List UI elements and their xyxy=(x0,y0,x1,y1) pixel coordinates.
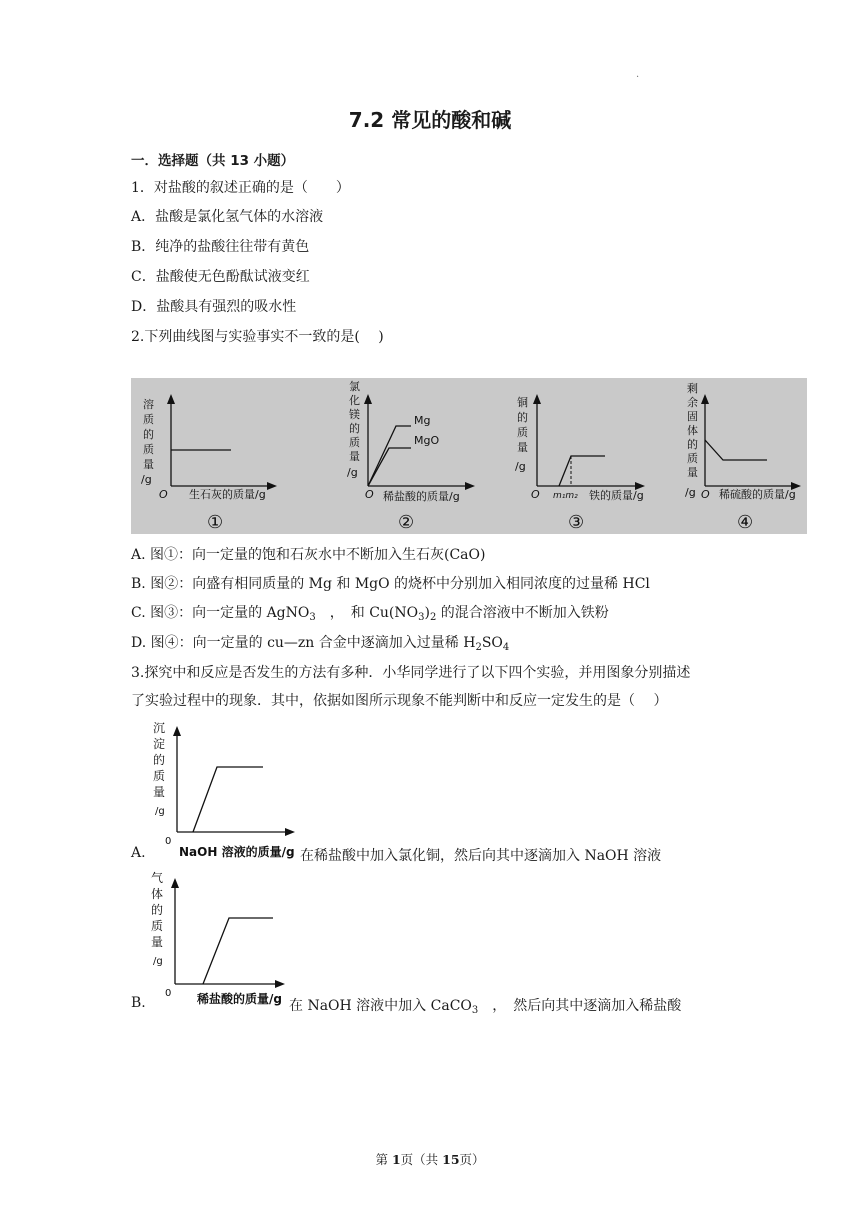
q3b-curve xyxy=(203,918,273,984)
chart-1-origin: O xyxy=(159,488,168,501)
chart-2-ylabel-char: 的 xyxy=(349,422,360,435)
page-footer: 第 1页（共 15页） xyxy=(375,1152,485,1167)
q2-option-b: B. 图②：向盛有相同质量的 Mg 和 MgO 的烧杯中分别加入相同浓度的过量稀 HCl xyxy=(131,576,650,592)
chart-4-origin: O xyxy=(701,488,710,501)
chart-2-series-mg: Mg xyxy=(414,414,431,427)
q3b-xlabel: 稀盐酸的质量/g xyxy=(197,992,282,1006)
chart-3-number: ③ xyxy=(568,512,585,533)
header-mark: · xyxy=(636,72,640,83)
chart-2 xyxy=(347,379,475,533)
q3a-x-arrow xyxy=(285,828,295,836)
chart-4 xyxy=(685,381,801,533)
q3b-ylabel-char: /g xyxy=(153,956,163,967)
chart-4-ylabel-char: 质 xyxy=(687,452,698,465)
chart-2-ylabel-char: /g xyxy=(347,466,358,479)
chart-3-origin: O xyxy=(531,488,540,501)
chart-1-ylabel-char: 质 xyxy=(143,413,154,426)
q3b-x-arrow xyxy=(275,980,285,988)
q3-option-a-text: 在稀盐酸中加入氯化铜，然后向其中逐滴加入 NaOH 溶液 xyxy=(300,848,662,864)
chart-3-ylabel-char: /g xyxy=(515,460,526,473)
chart-2-curve-mgo xyxy=(368,448,411,486)
chart-1-ylabel-char: 量 xyxy=(143,458,154,471)
chart-1-ylabel-char: 溶 xyxy=(143,398,154,411)
chart-1-ylabel-char: 质 xyxy=(143,443,154,456)
chart-1-ylabel-char: /g xyxy=(141,473,152,486)
q3a-ylabel-char: 质 xyxy=(153,769,166,783)
chart-4-y-arrow xyxy=(701,394,709,404)
chart-2-x-arrow xyxy=(465,482,475,490)
chart-3-ticks: m₁m₂ xyxy=(553,491,578,501)
chart-4-ylabel-char: 量 xyxy=(687,466,698,479)
q1-option-a: A．盐酸是氯化氢气体的水溶液 xyxy=(131,209,324,225)
chart-2-ylabel-char: 镁 xyxy=(349,408,360,421)
chart-2-origin: O xyxy=(365,488,374,501)
q3b-ylabel-char: 量 xyxy=(151,935,164,949)
chart-4-xlabel: 稀硫酸的质量/g xyxy=(719,488,796,501)
q3a-ylabel-char: /g xyxy=(155,806,165,817)
chart-2-y-arrow xyxy=(364,394,372,404)
q3b-ylabel-char: 的 xyxy=(151,903,164,917)
q1-option-b: B．纯净的盐酸往往带有黄色 xyxy=(131,239,310,255)
q3a-ylabel-char: 淀 xyxy=(153,737,166,751)
chart-1-number: ① xyxy=(207,512,224,533)
section-heading: 一．选择题（共 13 小题） xyxy=(131,153,295,169)
q3a-curve xyxy=(193,767,263,832)
chart-3-ylabel-char: 铜 xyxy=(517,396,528,409)
q3a-ylabel-char: 的 xyxy=(153,753,166,767)
chart-2-ylabel-char: 量 xyxy=(349,450,360,463)
chart-4-ylabel-char: 体 xyxy=(687,424,698,437)
chart-3-ylabel-char: 质 xyxy=(517,426,528,439)
q3b-ylabel-char: 体 xyxy=(151,887,164,901)
chart-2-xlabel: 稀盐酸的质量/g xyxy=(383,490,460,503)
q3a-xlabel: NaOH 溶液的质量/g xyxy=(179,845,295,859)
chart-4-ylabel-char: 余 xyxy=(687,396,698,409)
q3b-y-arrow xyxy=(171,878,179,888)
chart-3-y-arrow xyxy=(533,394,541,404)
chart-2-ylabel-char: 化 xyxy=(349,394,360,407)
chart-4-ylabel-char: /g xyxy=(685,486,696,499)
chart-1-xlabel: 生石灰的质量/g xyxy=(189,488,266,501)
q3-option-a-chart xyxy=(145,718,305,860)
chart-4-ylabel-char: 剩 xyxy=(687,382,698,395)
chart-3-ylabel-char: 量 xyxy=(517,441,528,454)
chart-2-series-mgo: MgO xyxy=(414,434,440,447)
page-title: 7.2 常见的酸和碱 xyxy=(348,108,512,132)
chart-4-ylabel-char: 的 xyxy=(687,438,698,451)
q2-option-a: A. 图①：向一定量的饱和石灰水中不断加入生石灰(CaO) xyxy=(131,547,486,563)
q2-stem: 2.下列曲线图与实验事实不一致的是( ) xyxy=(131,329,384,345)
chart-3-curve xyxy=(559,456,605,486)
q2-figure-strip xyxy=(131,378,807,534)
chart-1-x-arrow xyxy=(267,482,277,490)
q3-option-a-letter: A. xyxy=(131,845,146,861)
chart-4-number: ④ xyxy=(737,512,754,533)
q1-option-d: D．盐酸具有强烈的吸水性 xyxy=(131,299,297,315)
q3a-y-arrow xyxy=(173,726,181,736)
chart-1-ylabel xyxy=(141,397,154,486)
q3-option-b-text: 在 NaOH 溶液中加入 CaCO$_3$ ， 然后向其中逐滴加入稀盐酸 xyxy=(289,998,682,1016)
chart-2-number: ② xyxy=(398,512,415,533)
q3a-ylabel-char: 沉 xyxy=(153,721,166,735)
chart-3-ylabel-char: 的 xyxy=(517,411,528,424)
q1-stem: 1．对盐酸的叙述正确的是（ ） xyxy=(131,180,350,196)
chart-2-ylabel-char: 氯 xyxy=(349,380,360,393)
q2-option-d: D. 图④：向一定量的 cu—zn 合金中逐滴加入过量稀 $H_2SO_4$ xyxy=(131,635,510,653)
q3-option-b-letter: B. xyxy=(131,995,146,1011)
chart-1-ylabel-char: 的 xyxy=(143,428,154,441)
q3b-origin: 0 xyxy=(165,988,172,999)
chart-1 xyxy=(141,394,277,533)
chart-3-xlabel: 铁的质量/g xyxy=(589,489,644,502)
chart-1-y-arrow xyxy=(167,394,175,404)
chart-2-ylabel-char: 质 xyxy=(349,436,360,449)
q3b-ylabel-char: 气 xyxy=(151,871,164,885)
q3a-origin: 0 xyxy=(165,836,172,847)
q1-option-c: C．盐酸使无色酚酞试液变红 xyxy=(131,269,310,285)
q3-stem-line1: 3.探究中和反应是否发生的方法有多种．小华同学进行了以下四个实验，并用图象分别描述 xyxy=(131,665,691,681)
q2-option-c: C. 图③：向一定量的 AgNO$_3$ ， 和 $Cu(NO_3)_2$ 的混合溶液中不断加入铁粉 xyxy=(131,605,609,623)
chart-4-curve xyxy=(705,440,767,460)
q3b-ylabel-char: 质 xyxy=(151,919,164,933)
chart-4-ylabel-char: 固 xyxy=(687,410,698,423)
chart-3 xyxy=(515,394,645,533)
q3-stem-line2: 了实验过程中的现象．其中，依据如图所示现象不能判断中和反应一定发生的是（ ） xyxy=(131,693,668,709)
q3a-ylabel-char: 量 xyxy=(153,785,166,799)
chart-2-curve-mg xyxy=(368,426,411,486)
q3-option-b-chart xyxy=(145,868,290,1010)
